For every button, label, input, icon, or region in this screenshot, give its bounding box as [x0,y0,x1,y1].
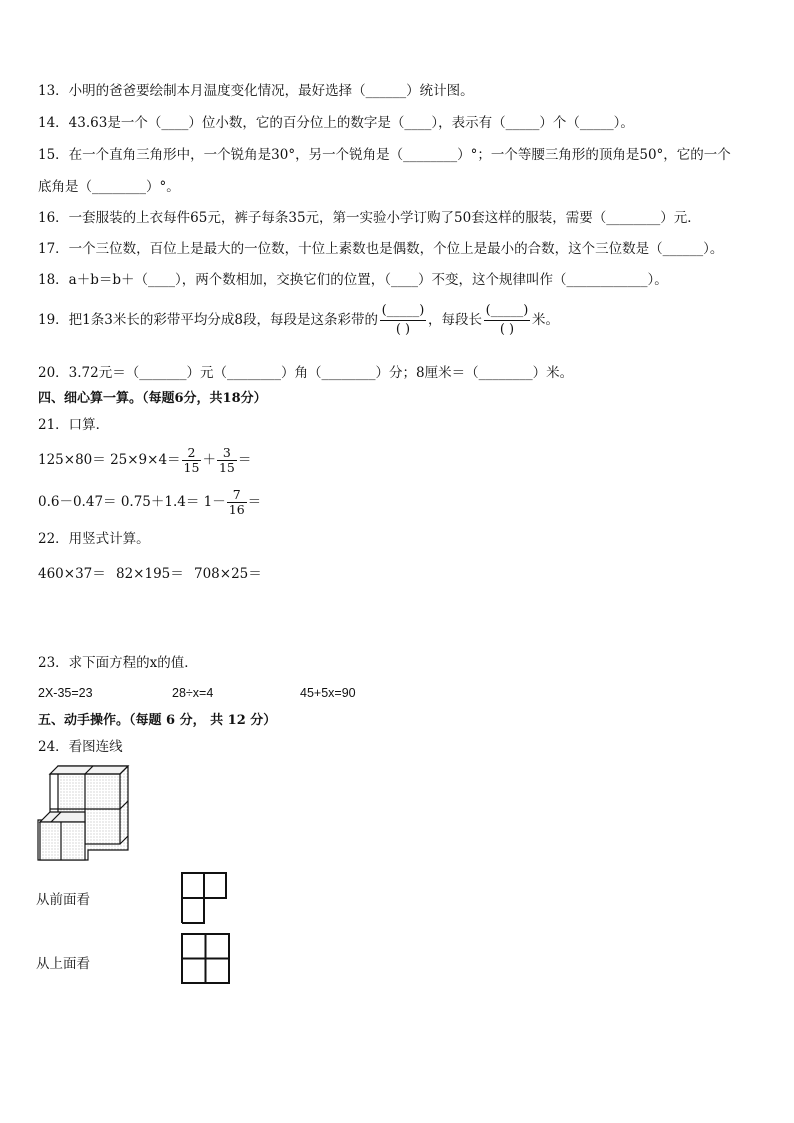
numerator: 2 [182,446,202,461]
fraction-blank-denominator: ( ) [499,322,515,337]
denominator: 15 [218,460,235,475]
mental-math-row-2 [38,488,261,517]
question-18: 18．a＋b＝b＋（____），两个数相加，交换它们的位置，（____）不变，这个规律叫作（____________）。 [38,272,668,288]
denominator: 15 [183,460,200,475]
fraction-2-15 [182,446,202,475]
front-view-shape [180,871,230,925]
equation-2: 28÷x=4 [172,686,214,700]
plus-sign: ＋ [202,452,216,468]
question-23-title: 23．求下面方程的x的值． [38,655,198,671]
question-19-text-b: ，每段长 [427,312,482,328]
calc-0.6-0.47: 0.6－0.47＝ [38,494,117,510]
answer-fraction-blank-1 [380,302,426,339]
fraction-blank-denominator: ( ) [395,322,411,337]
question-19 [38,302,559,339]
question-22-title: 22．用竖式计算。 [38,531,150,547]
section-4-title: 四、细心算一算。（每题6分，共18分） [38,391,267,406]
numerator: 3 [217,446,237,461]
question-24-title: 24．看图连线 [38,739,123,755]
calc-25x9x4: 25×9×4＝ [110,452,181,468]
equals-sign: ＝ [247,494,262,510]
answer-fraction-blank-2 [484,302,530,339]
vertical-calc-460x37: 460×37＝ [38,566,106,582]
numerator: 7 [227,488,247,503]
question-15-line2: 底角是（________）°。 [38,179,180,195]
question-17: 17．一个三位数，百位上是最大的一位数，十位上素数也是偶数，个位上是最小的合数，这个三位数是（______）。 [38,241,724,257]
denominator: 16 [228,502,245,517]
vertical-calc-82x195: 82×195＝ [116,566,184,582]
calc-125x80: 125×80＝ [38,452,106,468]
fraction-blank-numerator: (_____) [380,302,426,321]
question-16: 16．一套服装的上衣每件65元，裤子每条35元，第一实验小学订购了50套这样的服装，需要（________）元． [38,210,701,226]
question-14: 14．43.63是一个（____）位小数，它的百分位上的数字是（____），表示有（_____）个（_____）。 [38,115,634,131]
fraction-7-16 [227,488,247,517]
question-21-title: 21．口算． [38,417,110,433]
question-19-text-c: 米。 [531,312,559,328]
vertical-calc-708x25: 708×25＝ [194,566,262,582]
fraction-3-15 [217,446,237,475]
equals-sign: ＝ [237,452,252,468]
view-from-front-label: 从前面看 [36,892,90,908]
calc-1-minus: 1－ [203,494,226,510]
top-view-shape [180,932,232,986]
mental-math-row-1 [38,446,251,475]
question-19-text-a: 19．把1条3米长的彩带平均分成8段，每段是这条彩带的 [38,312,378,328]
question-13: 13．小明的爸爸要绘制本月温度变化情况，最好选择（______）统计图。 [38,83,474,99]
equation-1: 2X-35=23 [38,686,93,700]
equation-3: 45+5x=90 [300,686,356,700]
question-15-line1: 15．在一个直角三角形中，一个锐角是30°，另一个锐角是（________）°；一个等腰三角形的顶角是50°，它的一个 [38,147,731,163]
calc-0.75+1.4: 0.75＋1.4＝ [120,494,200,510]
fraction-blank-numerator: (_____) [484,302,530,321]
cube-stack-figure [36,764,132,864]
question-20: 20．3.72元＝（_______）元（________）角（________）分；8厘米＝（________）米。 [38,365,574,381]
view-from-top-label: 从上面看 [36,956,90,972]
section-5-title: 五、动手操作。（每题 6 分， 共 12 分） [38,713,277,728]
